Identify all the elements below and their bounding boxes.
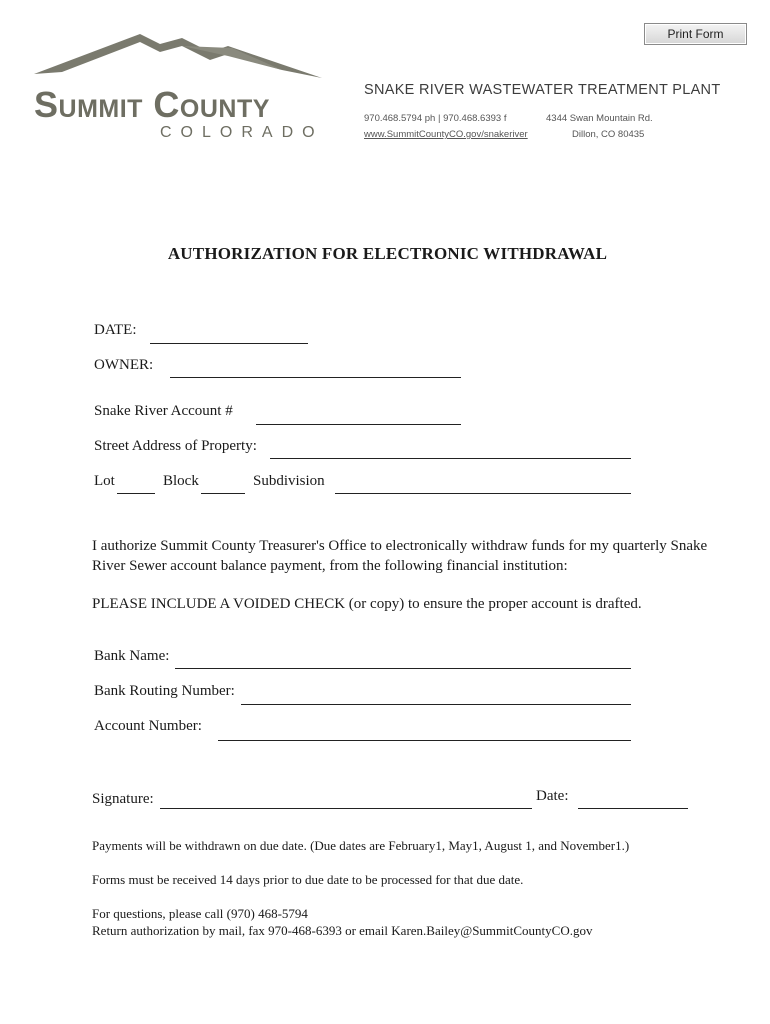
print-form-button[interactable]: Print Form bbox=[644, 23, 747, 45]
mountain-logo-icon bbox=[32, 34, 322, 82]
form-title: AUTHORIZATION FOR ELECTRONIC WITHDRAWAL bbox=[167, 244, 608, 263]
city-address: Dillon, CO 80435 bbox=[572, 129, 645, 140]
street-address: 4344 Swan Mountain Rd. bbox=[546, 113, 653, 124]
sig-date-field[interactable] bbox=[578, 808, 688, 809]
routing-field[interactable] bbox=[241, 704, 631, 705]
block-label: Block bbox=[163, 473, 199, 489]
authorization-text: I authorize Summit County Treasurer's Office to electronically withdraw funds for my quarterly Snake River Sewer account balance payment, from the following financial institution: bbox=[92, 538, 708, 574]
account-label: Snake River Account # bbox=[94, 403, 233, 419]
logo-county-name: Summit County bbox=[34, 84, 270, 125]
signature-label: Signature: bbox=[92, 791, 154, 807]
lot-field[interactable] bbox=[117, 493, 155, 494]
bank-name-field[interactable] bbox=[175, 668, 631, 669]
bank-name-label: Bank Name: bbox=[94, 648, 170, 664]
street-address-label: Street Address of Property: bbox=[94, 438, 257, 454]
signature-field[interactable] bbox=[160, 808, 532, 809]
street-address-field[interactable] bbox=[270, 458, 631, 459]
deadline-note: Forms must be received 14 days prior to due date to be processed for that due date. bbox=[92, 872, 524, 887]
owner-field[interactable] bbox=[170, 377, 461, 378]
logo-state-name: COLORADO bbox=[160, 124, 324, 141]
date-label: DATE: bbox=[94, 322, 137, 338]
due-date-note: Payments will be withdrawn on due date. (Due dates are February1, May1, August 1, and November1.) bbox=[92, 838, 630, 853]
return-note: Return authorization by mail, fax 970-468-6393 or email Karen.Bailey@SummitCountyCO.gov bbox=[92, 923, 593, 938]
block-field[interactable] bbox=[201, 493, 245, 494]
owner-label: OWNER: bbox=[94, 357, 154, 373]
routing-label: Bank Routing Number: bbox=[94, 683, 235, 699]
account-number-field[interactable] bbox=[218, 740, 631, 741]
sig-date-label: Date: bbox=[536, 788, 569, 804]
subdivision-field[interactable] bbox=[335, 493, 631, 494]
plant-name: SNAKE RIVER WASTEWATER TREATMENT PLANT bbox=[364, 82, 721, 98]
website-link[interactable]: www.SummitCountyCO.gov/snakeriver bbox=[364, 129, 528, 140]
subdivision-label: Subdivision bbox=[253, 473, 325, 489]
date-field[interactable] bbox=[150, 343, 308, 344]
voided-check-note: PLEASE INCLUDE A VOIDED CHECK (or copy) to ensure the proper account is drafted. bbox=[92, 596, 642, 612]
questions-note: For questions, please call (970) 468-5794 bbox=[92, 906, 308, 921]
account-number-label: Account Number: bbox=[94, 718, 202, 734]
account-field[interactable] bbox=[256, 424, 461, 425]
lot-label: Lot bbox=[94, 473, 115, 489]
phone-fax: 970.468.5794 ph | 970.468.6393 f bbox=[364, 113, 507, 124]
